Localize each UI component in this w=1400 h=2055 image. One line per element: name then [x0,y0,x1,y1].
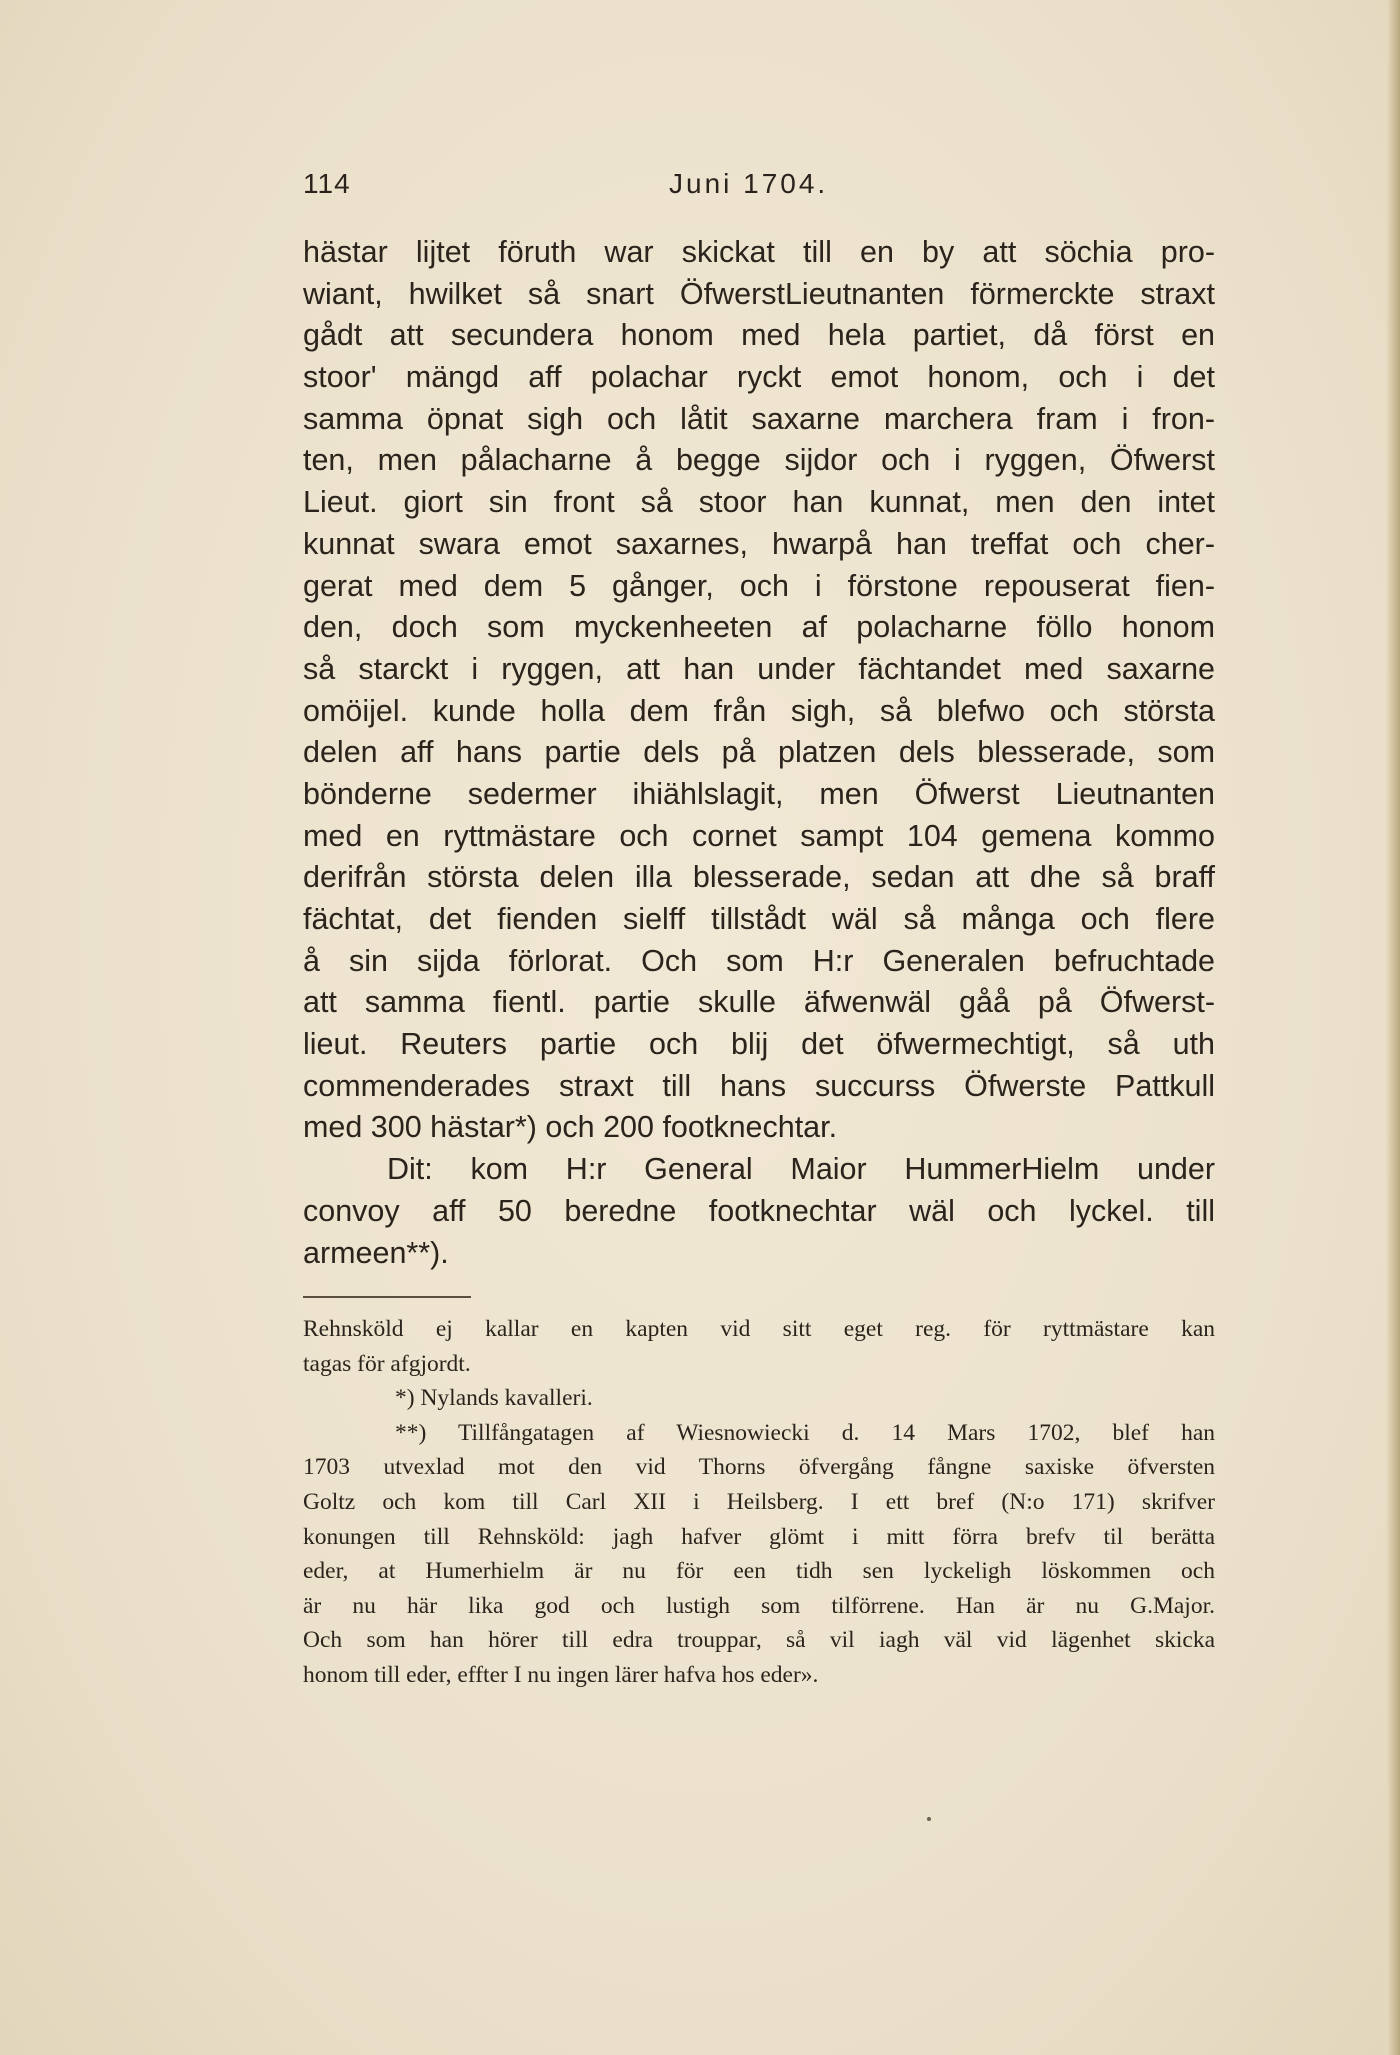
footnotes [303,1312,1215,1693]
body-line: fächtat, det fienden sielff tillstådt wäl så många och flere [303,902,1215,936]
body-line: bönderne sedermer ihiählslagit, men Öfwerst Lieutnanten [303,776,1215,811]
footnote-line: tagas för afgjordt. [303,1350,471,1377]
body-line: med en ryttmästare och cornet sampt 104 gemena kommo [303,818,1215,853]
footnote-line: Goltz och kom till Carl XII i Heilsberg. I ett bref (N:o 171) skrifver [303,1488,1215,1515]
body-line: kunnat swara emot saxarnes, hwarpå han treffat och cher- [303,526,1215,561]
footnote-line: Och som han hörer till edra trouppar, så vil iagh väl vid lägenhet skicka [303,1627,1215,1654]
footnote-separator-rule [303,1296,471,1298]
body-line: så starckt i ryggen, att han under fächtandet med saxarne [303,651,1215,686]
body-line: ten, men pålacharne å begge sijdor och i ryggen, Öfwerst [303,443,1215,478]
body-line: Dit: kom H:r General Maior HummerHielm under [387,1152,1215,1187]
footnote-line: **) Tillfångatagen af Wiesnowiecki d. 14 Mars 1702, blef han [395,1419,1215,1446]
footnote-line: *) Nylands kavalleri. [395,1385,593,1412]
page-edge-shadow [1386,0,1400,2055]
body-line: den, doch som myckenheeten af polacharne föllo honom [303,610,1215,645]
body-line: å sin sijda förlorat. Och som H:r Generalen befruchtade [303,943,1215,978]
body-line: med 300 hästar*) och 200 footknechtar. [303,1110,838,1145]
footnote-line: 1703 utvexlad mot den vid Thorns öfvergång fångne saxiske öfversten [303,1454,1215,1481]
body-line: wiant, hwilket så snart ÖfwerstLieutnanten förmerckte straxt [303,276,1215,311]
body-line: att samma fientl. partie skulle äfwenwäl gåå på Öfwerst- [303,985,1215,1020]
body-line: commenderades straxt till hans succurss Öfwerste Pattkull [303,1068,1215,1103]
body-line: armeen**). [303,1235,449,1270]
paper-speck [927,1817,931,1821]
page-number: 114 [303,168,351,199]
body-line: omöijel. kunde holla dem från sigh, så blefwo och största [303,693,1215,728]
body-line: Lieut. giort sin front så stoor han kunnat, men den intet [303,485,1215,520]
body-line: gådt att secundera honom med hela partiet, då först en [303,318,1215,353]
footnote-line: honom till eder, effter I nu ingen lärer hafva hos eder». [303,1661,819,1688]
body-line: stoor' mängd aff polachar ryckt emot honom, och i det [303,360,1215,395]
body-line: derifrån största delen illa blesserade, sedan att dhe så braff [303,860,1215,895]
body-line: gerat med dem 5 gånger, och i förstone repouserat fien- [303,568,1215,603]
body-line: convoy aff 50 beredne footknechtar wäl och lyckel. till [303,1193,1215,1228]
body-line: lieut. Reuters partie och blij det öfwermechtigt, så uth [303,1027,1215,1062]
footnote-line: Rehnsköld ej kallar en kapten vid sitt eget reg. för ryttmästare kan [303,1316,1215,1342]
footnote-line: konungen till Rehnsköld: jagh hafver glömt i mitt förra brefv til berätta [303,1523,1215,1550]
footnote-line: är nu här lika god och lustigh som tilförrene. Han är nu G.Major. [303,1592,1215,1619]
body-line: hästar lijtet föruth war skickat till en by att söchia pro- [303,235,1215,269]
page-header [303,168,1215,212]
body-line: samma öpnat sigh och låtit saxarne marchera fram i fron- [303,401,1215,436]
footnote-line: eder, at Humerhielm är nu för een tidh sen lyckeligh löskommen och [303,1558,1215,1585]
body-text [303,232,1215,1274]
running-head: Juni 1704. [669,168,829,199]
body-line: delen aff hans partie dels på platzen dels blesserade, som [303,735,1215,770]
